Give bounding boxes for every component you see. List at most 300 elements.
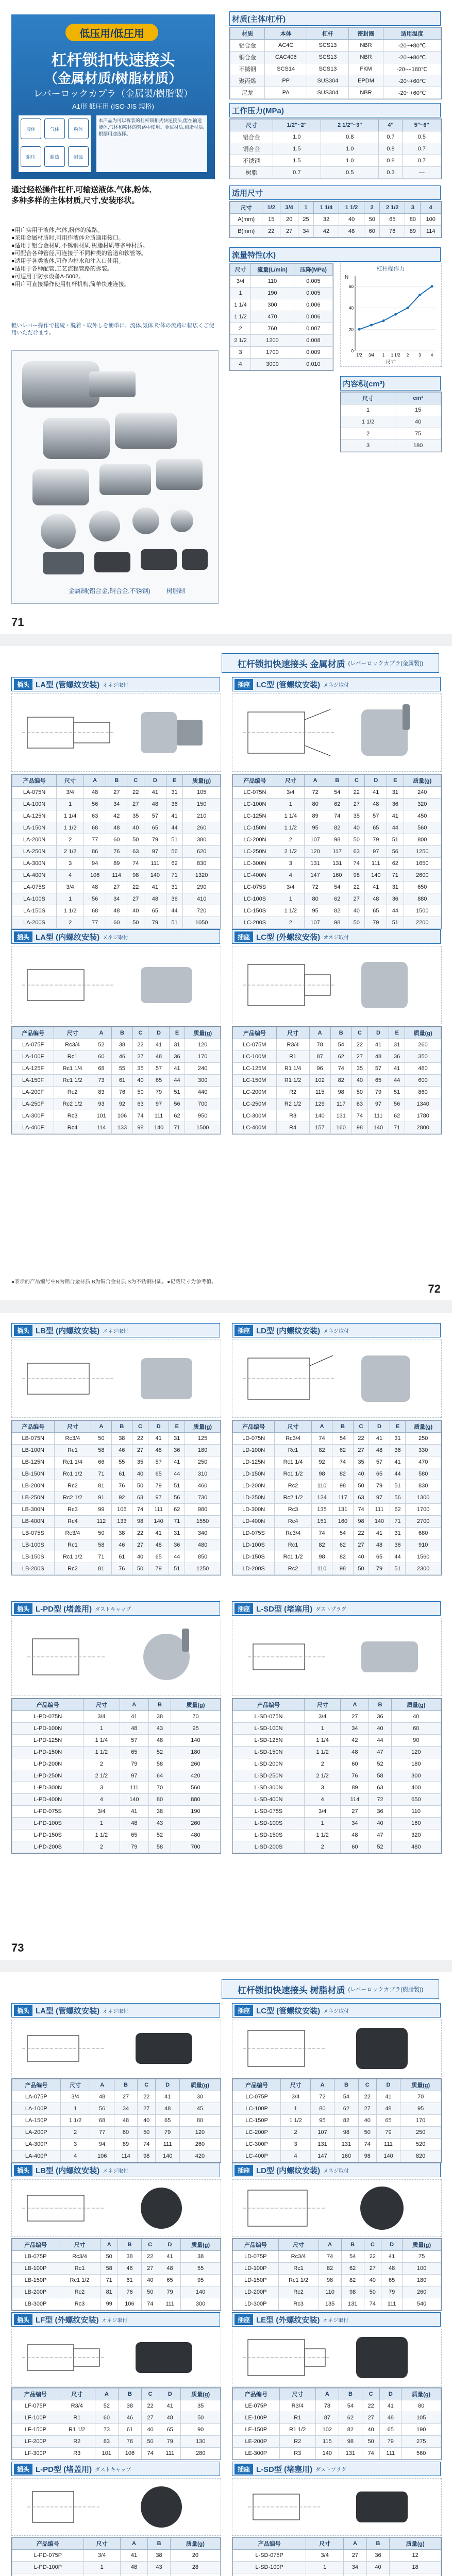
lc-male-drawing bbox=[232, 946, 442, 1024]
value-cell: 48 bbox=[369, 1445, 390, 1456]
section-la-female bbox=[11, 929, 220, 944]
value-cell: 41 bbox=[144, 882, 166, 893]
value-cell: 480 bbox=[185, 1539, 221, 1551]
table-row bbox=[12, 2448, 221, 2460]
value-cell: 74 bbox=[358, 2139, 376, 2150]
row-label-cell: LF-300P bbox=[12, 2448, 59, 2460]
value-cell: 102 bbox=[315, 2424, 339, 2436]
section-jp: ダストキャップ bbox=[95, 1606, 131, 1613]
column-header: 质量(g) bbox=[179, 2079, 220, 2091]
value-cell: 54 bbox=[341, 2251, 364, 2263]
chart-y-tick: 60 bbox=[349, 284, 354, 289]
value-cell: 57 bbox=[148, 1063, 169, 1075]
bullet-item: ●适用于各种配管,工艺流程管路的拆装。 bbox=[11, 266, 113, 272]
row-label-cell: LD-150S bbox=[233, 1551, 275, 1563]
column-header: 质量(g) bbox=[185, 1027, 221, 1039]
value-cell: 0.5 bbox=[403, 131, 441, 143]
table-row bbox=[230, 287, 333, 299]
feature-bullets bbox=[11, 227, 217, 289]
bullet-item: ●适用于铝合金材质,不锈钢材质,树脂材质等多种材质。 bbox=[11, 243, 148, 249]
value-cell: 74 bbox=[330, 1063, 351, 1075]
value-cell: 79 bbox=[369, 1563, 390, 1575]
table-header-row bbox=[12, 1421, 221, 1433]
value-cell: 98 bbox=[339, 2436, 362, 2448]
value-cell: 90 bbox=[391, 1735, 441, 1747]
value-cell: 40 bbox=[132, 1075, 148, 1087]
value-cell: 2 1/2 bbox=[277, 846, 304, 858]
title-panel bbox=[11, 14, 215, 179]
value-cell: 700 bbox=[171, 1841, 220, 1853]
pd-resin-table bbox=[11, 2537, 221, 2576]
section-lc-male bbox=[232, 929, 441, 944]
value-cell: 110 bbox=[311, 1563, 332, 1575]
table-row bbox=[12, 2263, 221, 2275]
value-cell: 115 bbox=[315, 2436, 339, 2448]
column-header: D bbox=[376, 2079, 400, 2091]
value-cell: 1300 bbox=[406, 1492, 441, 1504]
value-cell: 1 bbox=[304, 1818, 340, 1829]
material-table-title: 材质(主体/杠杆) bbox=[229, 11, 441, 26]
page-number: 72 bbox=[428, 1282, 441, 1295]
value-cell: R3/4 bbox=[279, 2400, 315, 2412]
table-row bbox=[12, 810, 221, 822]
ld-resin-table bbox=[232, 2238, 442, 2311]
row-label-cell: LE-150P bbox=[233, 2424, 280, 2436]
page-number: 73 bbox=[11, 1941, 24, 1954]
value-cell: 1340 bbox=[405, 1098, 441, 1110]
value-cell: 1 1/2 bbox=[60, 2115, 90, 2127]
column-header: D bbox=[380, 2388, 401, 2400]
value-cell: 125 bbox=[185, 1433, 221, 1445]
table-row bbox=[341, 440, 441, 452]
value-cell: 129 bbox=[309, 1098, 330, 1110]
table-row bbox=[233, 1039, 441, 1051]
row-label-cell: LA-075S bbox=[12, 882, 57, 893]
column-header: B bbox=[334, 2079, 358, 2091]
value-cell: 210 bbox=[183, 810, 221, 822]
value-cell: 41 bbox=[365, 882, 387, 893]
value-cell: 1 1/2 bbox=[304, 1829, 340, 1841]
value-cell: 58 bbox=[149, 1841, 171, 1853]
value-cell: 160 bbox=[391, 1818, 441, 1829]
column-header: 2 1/2"~3" bbox=[321, 120, 379, 131]
value-cell: 130 bbox=[181, 2436, 221, 2448]
page-title-text: 杠杆锁扣快速接头 树脂材质 bbox=[237, 1985, 345, 1995]
value-cell: 48 bbox=[148, 1051, 169, 1063]
value-cell: 34 bbox=[341, 1818, 369, 1829]
value-cell: 95 bbox=[304, 905, 326, 917]
value-cell: 600 bbox=[405, 1075, 441, 1087]
table-header-row bbox=[233, 775, 441, 787]
column-header: D bbox=[159, 2388, 181, 2400]
value-cell: 65 bbox=[369, 1468, 390, 1480]
value-cell: 41 bbox=[365, 787, 387, 799]
value-cell: R1 1/2 bbox=[279, 2424, 315, 2436]
value-cell: 62 bbox=[334, 2103, 358, 2115]
row-label-cell: 不锈钢 bbox=[230, 155, 273, 167]
value-cell: 22 bbox=[348, 787, 365, 799]
table-row bbox=[12, 2400, 221, 2412]
section-tag: 插座 bbox=[235, 2005, 253, 2016]
value-cell: 0.007 bbox=[294, 323, 332, 335]
table-row bbox=[341, 416, 441, 428]
value-cell: 180 bbox=[395, 440, 441, 452]
value-cell: 27 bbox=[132, 1539, 148, 1551]
value-cell: 27 bbox=[141, 2412, 159, 2424]
column-header: 材质 bbox=[230, 28, 265, 40]
table-row bbox=[230, 143, 441, 155]
table-row bbox=[12, 2127, 221, 2139]
value-cell: 79 bbox=[156, 2127, 180, 2139]
section-jp: メネジ取付 bbox=[323, 682, 349, 688]
value-cell: 51 bbox=[387, 834, 404, 846]
value-cell: 52 bbox=[91, 1039, 111, 1051]
value-cell: 74 bbox=[364, 2298, 381, 2310]
value-cell: 800 bbox=[404, 834, 441, 846]
value-cell: 63 bbox=[351, 1098, 367, 1110]
table-row bbox=[12, 1770, 221, 1782]
value-cell: 52 bbox=[369, 1841, 391, 1853]
table-row bbox=[12, 2150, 221, 2162]
value-cell: 82 bbox=[339, 2424, 362, 2436]
row-label-cell: L-SD-300N bbox=[233, 1782, 305, 1794]
value-cell: 98 bbox=[330, 1087, 351, 1098]
column-header: C bbox=[358, 2079, 376, 2091]
value-cell: 89 bbox=[114, 2139, 137, 2150]
value-cell: 25 bbox=[298, 214, 313, 226]
column-header: 尺寸 bbox=[59, 2388, 95, 2400]
value-cell: 880 bbox=[404, 893, 441, 905]
value-cell: 44 bbox=[169, 1468, 185, 1480]
value-cell: 76 bbox=[111, 1480, 132, 1492]
table-row bbox=[12, 799, 221, 810]
section-tag: 插头 bbox=[14, 2165, 32, 2176]
column-header: D bbox=[381, 2239, 403, 2251]
row-label-cell: LD-400N bbox=[233, 1516, 275, 1528]
row-label-cell: LC-400P bbox=[233, 2150, 281, 2162]
value-cell: 38 bbox=[111, 1528, 132, 1539]
page-title-jp: (レバーロックカプラ(金属製)) bbox=[348, 660, 424, 667]
row-label-cell: LB-400N bbox=[12, 1516, 55, 1528]
value-cell: 30 bbox=[179, 2091, 220, 2103]
value-cell: 98 bbox=[138, 2150, 156, 2162]
row-label-cell: LD-075N bbox=[233, 1433, 275, 1445]
la-female-drawing bbox=[11, 946, 221, 1024]
value-cell: 40 bbox=[138, 2115, 156, 2127]
value-cell: 4 bbox=[57, 870, 84, 882]
value-cell: 1.5 bbox=[273, 143, 321, 155]
value-cell bbox=[83, 2573, 120, 2576]
row-label-cell: L-SD-250N bbox=[233, 1770, 305, 1782]
value-cell: 28 bbox=[170, 2562, 220, 2573]
chart-x-tick: 1 1/2 bbox=[391, 353, 400, 358]
column-header: B bbox=[369, 1699, 391, 1711]
value-cell: 111 bbox=[369, 1504, 390, 1516]
table-row bbox=[233, 1770, 441, 1782]
value-cell: 42 bbox=[106, 810, 127, 822]
section-la bbox=[11, 677, 220, 691]
table-row bbox=[233, 1551, 441, 1563]
value-cell: 27 bbox=[362, 2412, 379, 2424]
value-cell: 73 bbox=[91, 1075, 111, 1087]
row-label-cell: LF-150P bbox=[12, 2424, 59, 2436]
lb-resin-table bbox=[11, 2238, 221, 2311]
value-cell: 50 bbox=[351, 1087, 367, 1098]
column-header: 尺寸 bbox=[54, 1421, 91, 1433]
table-header-row bbox=[233, 2079, 441, 2091]
table-header-row bbox=[233, 2388, 441, 2400]
table-header-row bbox=[12, 1027, 221, 1039]
value-cell: 43 bbox=[148, 2562, 170, 2573]
value-cell: 41 bbox=[376, 2091, 400, 2103]
table-row bbox=[12, 1806, 221, 1818]
column-header: C bbox=[364, 2239, 381, 2251]
row-label-cell: LC-300M bbox=[233, 1110, 277, 1122]
row-label-cell: L-SD-200S bbox=[233, 1841, 305, 1853]
section-tag: 插座 bbox=[235, 679, 253, 690]
column-header: D bbox=[367, 1027, 389, 1039]
row-label-cell: LC-150M bbox=[233, 1075, 277, 1087]
column-header: 尺寸 bbox=[57, 775, 84, 787]
row-label-cell: L-PD-150S bbox=[12, 1829, 83, 1841]
value-cell: 48 bbox=[367, 1051, 389, 1063]
value-cell: 0.7 bbox=[379, 131, 403, 143]
section-jp: メネジ取付 bbox=[103, 2168, 129, 2174]
value-cell: 74 bbox=[132, 1504, 148, 1516]
row-label-cell: L-PD-100N bbox=[12, 1723, 83, 1735]
section-label: LF型 (外螺纹安装) bbox=[36, 2315, 99, 2325]
value-cell: 82 bbox=[311, 1539, 332, 1551]
chart-xlabel: 尺寸 bbox=[386, 360, 396, 365]
value-cell: -20~+80℃ bbox=[383, 52, 441, 63]
row-label-cell: LD-075S bbox=[233, 1528, 275, 1539]
column-header: 产品编号 bbox=[12, 2388, 59, 2400]
value-cell: 55 bbox=[112, 1063, 132, 1075]
value-cell: 74 bbox=[362, 2448, 379, 2460]
value-cell: 50 bbox=[348, 834, 365, 846]
value-cell: 2 1/2 bbox=[83, 1770, 120, 1782]
lb-resin-rows bbox=[12, 2251, 221, 2310]
table-row bbox=[233, 893, 441, 905]
row-label-cell: 3/4 bbox=[230, 276, 251, 287]
bullet-item: ●可适用于防水设备A-5002。 bbox=[11, 274, 85, 280]
feature-headline bbox=[11, 184, 217, 206]
value-cell: 61 bbox=[112, 1075, 132, 1087]
value-cell: 31 bbox=[166, 882, 183, 893]
section-jp: メネジ取付 bbox=[103, 1328, 129, 1334]
value-cell: 41 bbox=[156, 2091, 180, 2103]
value-cell: 50 bbox=[132, 1087, 148, 1098]
value-cell: 74 bbox=[141, 2298, 159, 2310]
table-row bbox=[230, 299, 333, 311]
value-cell: 74 bbox=[326, 810, 348, 822]
column-header: 尺寸 bbox=[279, 2388, 315, 2400]
value-cell: 71 bbox=[91, 1551, 111, 1563]
value-cell: 40 bbox=[364, 2275, 381, 2286]
row-label-cell: LA-300N bbox=[12, 858, 57, 870]
value-cell: 31 bbox=[387, 787, 404, 799]
value-cell: 98 bbox=[351, 1122, 367, 1134]
value-cell: 1700 bbox=[406, 1504, 441, 1516]
value-cell: 51 bbox=[389, 1087, 405, 1098]
lc-male-rows bbox=[233, 1039, 441, 1134]
value-cell: 2600 bbox=[404, 870, 441, 882]
row-label-cell: 1 bbox=[230, 287, 251, 299]
table-row bbox=[12, 1098, 221, 1110]
value-cell: 2 bbox=[304, 1758, 340, 1770]
value-cell: R4 bbox=[276, 1122, 309, 1134]
column-header: 1/2 bbox=[262, 202, 280, 214]
table-row bbox=[12, 2562, 221, 2573]
row-label-cell: L-PD-075S bbox=[12, 1806, 83, 1818]
value-cell: 124 bbox=[311, 1492, 332, 1504]
table-row bbox=[12, 882, 221, 893]
footnote: ●表示的产品编号中N为铝合金材质,B为铜合金材质,S为不锈钢材质。●记载尺寸为参考值。 bbox=[11, 1279, 217, 1285]
value-cell: 40 bbox=[358, 2115, 376, 2127]
liquid-icon: 液体 bbox=[21, 118, 41, 139]
value-cell: 22 bbox=[353, 1433, 369, 1445]
table-header-row bbox=[233, 1421, 441, 1433]
value-cell: 3 bbox=[83, 1782, 120, 1794]
value-cell: 36 bbox=[169, 1051, 185, 1063]
le-resin-grid bbox=[232, 2388, 441, 2460]
value-cell: 0.7 bbox=[403, 155, 441, 167]
column-header: 产品编号 bbox=[233, 2079, 281, 2091]
value-cell: 0.8 bbox=[379, 143, 403, 155]
value-cell: 117 bbox=[332, 1492, 353, 1504]
table-row bbox=[233, 1468, 441, 1480]
value-cell: 22 bbox=[362, 2400, 379, 2412]
value-cell: 760 bbox=[251, 323, 294, 335]
section-label: LC型 (外螺纹安装) bbox=[256, 933, 321, 942]
value-cell: 105 bbox=[401, 2412, 441, 2424]
value-cell: 98 bbox=[334, 2127, 358, 2139]
value-cell: 40 bbox=[366, 2562, 390, 2573]
value-cell: 44 bbox=[387, 905, 404, 917]
column-header: 产品编号 bbox=[233, 1421, 275, 1433]
table-row bbox=[233, 1563, 441, 1575]
value-cell: 43 bbox=[149, 1723, 171, 1735]
value-cell: 91 bbox=[91, 1492, 111, 1504]
section-jp: メネジ取付 bbox=[323, 2168, 349, 2174]
column-header: 产品编号 bbox=[233, 1699, 305, 1711]
value-cell: Rc3/4 bbox=[275, 1528, 312, 1539]
row-label-cell: LA-400P bbox=[12, 2150, 61, 2162]
row-label-cell: L-SD-150N bbox=[233, 1747, 305, 1758]
value-cell: 22 bbox=[141, 2251, 159, 2263]
value-cell: Rc1 1/2 bbox=[54, 1551, 91, 1563]
value-cell: 48 bbox=[120, 2562, 148, 2573]
column-header: B bbox=[326, 775, 348, 787]
la-table bbox=[11, 774, 221, 929]
row-label-cell: LB-200N bbox=[12, 1480, 55, 1492]
value-cell: Rc1 1/2 bbox=[275, 1551, 312, 1563]
table-row bbox=[233, 2127, 441, 2139]
chart-ylabel: N bbox=[345, 275, 349, 280]
table-row bbox=[233, 1711, 441, 1723]
value-cell: 76 bbox=[380, 226, 405, 238]
value-cell: 98 bbox=[348, 870, 365, 882]
value-cell: Rc1 1/2 bbox=[59, 2275, 100, 2286]
value-cell: 89 bbox=[341, 1782, 369, 1794]
column-header: 产品编号 bbox=[12, 1421, 55, 1433]
flow-rows bbox=[230, 276, 333, 370]
table-row bbox=[233, 1841, 441, 1853]
value-cell: 1 1/2 bbox=[277, 905, 304, 917]
chart-point bbox=[418, 294, 421, 296]
value-cell: 79 bbox=[381, 2286, 403, 2298]
value-cell: 97 bbox=[365, 846, 387, 858]
value-cell: R2 bbox=[279, 2436, 315, 2448]
column-header: C bbox=[348, 775, 365, 787]
value-cell bbox=[344, 2573, 367, 2576]
column-header: 产品编号 bbox=[12, 1027, 54, 1039]
value-cell: 54 bbox=[326, 787, 348, 799]
value-cell: 18 bbox=[390, 2562, 441, 2573]
value-cell: 79 bbox=[159, 2286, 180, 2298]
table-row bbox=[12, 846, 221, 858]
value-cell: 27 bbox=[132, 1445, 148, 1456]
section-jp: メネジ取付 bbox=[323, 1328, 349, 1334]
row-label-cell: LA-100S bbox=[12, 893, 57, 905]
value-cell: 58 bbox=[91, 1445, 111, 1456]
column-header: E bbox=[169, 1027, 185, 1039]
value-cell: Rc4 bbox=[54, 1122, 91, 1134]
value-cell: 74 bbox=[138, 2139, 156, 2150]
value-cell: 260 bbox=[405, 1039, 441, 1051]
table-row bbox=[233, 1829, 441, 1841]
table-header-row bbox=[12, 2239, 221, 2251]
value-cell: 56 bbox=[389, 1098, 405, 1110]
value-cell: Rc2 1/2 bbox=[54, 1098, 91, 1110]
value-cell: Rc3 bbox=[275, 1504, 312, 1516]
value-cell: 40 bbox=[348, 905, 365, 917]
column-header: B bbox=[106, 775, 127, 787]
table-row bbox=[12, 1563, 221, 1575]
column-header: 质量(g) bbox=[171, 1699, 220, 1711]
value-cell: 140 bbox=[171, 1735, 220, 1747]
value-cell: 80 bbox=[401, 2400, 441, 2412]
row-label-cell: 铝合金 bbox=[230, 131, 273, 143]
column-header: A bbox=[319, 2239, 341, 2251]
value-cell: 3/4 bbox=[304, 1806, 340, 1818]
value-cell: 54 bbox=[332, 1433, 353, 1445]
value-cell: 79 bbox=[380, 2436, 401, 2448]
row-label-cell: LC-125N bbox=[233, 810, 277, 822]
value-cell: 56 bbox=[84, 893, 106, 905]
value-cell: Rc4 bbox=[275, 1516, 312, 1528]
value-cell: 44 bbox=[390, 1551, 406, 1563]
value-cell: Rc3 bbox=[54, 1110, 91, 1122]
column-header: 4" bbox=[379, 120, 403, 131]
value-cell: 50 bbox=[141, 2436, 159, 2448]
column-header: 质量(g) bbox=[185, 1421, 221, 1433]
value-cell: 540 bbox=[403, 2298, 441, 2310]
table-header-row bbox=[233, 1699, 441, 1711]
table-row bbox=[12, 2139, 221, 2150]
value-cell: 74 bbox=[332, 1456, 353, 1468]
value-cell: 50 bbox=[91, 1433, 111, 1445]
value-cell: 63 bbox=[369, 1782, 391, 1794]
row-label-cell: LF-075P bbox=[12, 2400, 59, 2412]
sd-table bbox=[232, 1698, 442, 1854]
value-cell: 1 1/2 bbox=[83, 1829, 120, 1841]
value-cell: Rc1 bbox=[275, 1445, 312, 1456]
column-header: D bbox=[159, 2239, 180, 2251]
value-cell: 1 1/2 bbox=[57, 905, 84, 917]
value-cell: 65 bbox=[380, 2424, 401, 2436]
column-header: 产品编号 bbox=[12, 2239, 59, 2251]
